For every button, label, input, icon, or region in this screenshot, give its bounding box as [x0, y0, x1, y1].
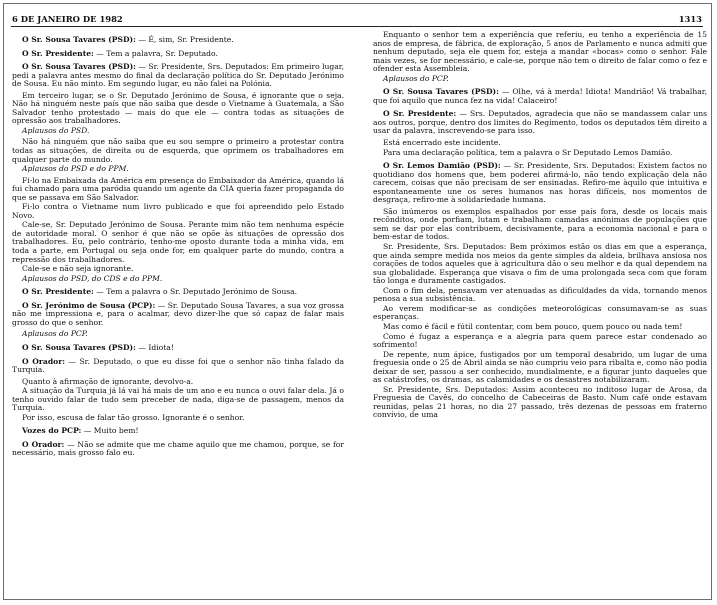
- page-header: [12, 13, 702, 24]
- right-column: [373, 31, 707, 599]
- speaker-name: O Sr. Presidente:: [383, 109, 457, 119]
- speaker-name: O Orador:: [22, 356, 65, 366]
- body-paragraph: De repente, num ápice, fustigados por um temporal desabrido, um lugar de uma freguesia onde o 25 de Abril ainda se não cumpriu veio para ribalta e, como não podia deixar de ser, passou a ser conhecido, mundialmente, e a figurar junto daqueles que as catástrofes, os dramas, as calamidades e os desastres notabilizaram.: [373, 349, 707, 385]
- speech-paragraph: [12, 358, 344, 375]
- header-date: 6 DE JANEIRO DE 1982: [12, 14, 123, 25]
- body-paragraph: Sr. Presidente, Srs. Deputados: Assim aconteceu no inditoso lugar de Arosa, da Freguesia de Cavês, do concelho de Cabeceiras de Basto. Num café onde estavam reunidas, pelas 21 horas, no dia 27 passado, três dezenas de pessoas em fraterno convívio, de uma: [373, 384, 707, 420]
- body-paragraph: Em terceiro lugar, se o Sr. Deputado Jerónimo de Sousa, é ignorante que o seja. Não há ninguém neste país que não saiba que desde o Vietname à Guatemala, a São Salvador tenho protestado — mais do que ele — contra todas as situações de opressão aos trabalhadores.: [12, 90, 344, 126]
- speech-text: — Srs. Deputados, agradecia que não se mandassem calar uns aos outros, porque, dentro dos limites do Regimento, todos os deputados têm direito a usar da palavra, inscrevendo-se para isso.: [373, 109, 707, 136]
- body-paragraph: Com o fim dela, pensavam ver atenuadas as dificuldades da vida, tornando menos penosa a sua subsistência.: [373, 285, 707, 304]
- speaker-name: O Sr. Lemos Damião (PSD):: [383, 161, 501, 171]
- speech-text: — Não se admite que me chame aquilo que me chamou, porque, se for necessário, mais grosso falo eu.: [12, 439, 344, 458]
- speech-paragraph: [12, 36, 344, 45]
- speech-paragraph: [12, 427, 344, 436]
- speech-paragraph: [12, 344, 344, 353]
- speech-text: — É, sim, Sr. Presidente.: [135, 35, 234, 44]
- speech-paragraph: [12, 63, 344, 89]
- applause-note: Aplausos do PSD, do CDS e do PPM.: [22, 273, 163, 283]
- applause-note: Aplausos do PSD e do PPM.: [22, 164, 129, 174]
- speaker-name: O Sr. Sousa Tavares (PSD):: [22, 62, 136, 72]
- body-paragraph: Ao verem modificar-se as condições meteorológicas consumavam-se as suas esperanças.: [373, 303, 707, 322]
- document-page: [3, 3, 712, 600]
- applause-note: Aplausos do PSD.: [22, 125, 90, 135]
- speech-text: — Tem a palavra o Sr. Deputado Jerónimo de Sousa.: [93, 287, 298, 297]
- speaker-name: O Sr. Presidente:: [22, 287, 94, 297]
- speech-paragraph: [12, 50, 344, 59]
- applause-note: Aplausos do PCP.: [22, 329, 88, 339]
- speaker-name: O Orador:: [22, 439, 65, 449]
- body-paragraph: A situação da Turquia já lá vai há mais de um ano e eu nunca o ouvi falar dela. Já o tenho ouvido falar de tudo sem preceber de nada, diga-se de passagem, menos da Turquia.: [12, 386, 344, 413]
- body-paragraph: Cale-se e não seja ignorante.: [22, 264, 134, 274]
- body-paragraph: Por isso, escusa de falar tão grosso. Ignorante é o senhor.: [22, 412, 245, 422]
- speech-paragraph: [12, 288, 344, 297]
- speaker-name: O Sr. Sousa Tavares (PSD):: [22, 35, 136, 44]
- body-paragraph: Como é fugaz a esperança e a alegria para quem parece estar condenado ao sofrimento!: [373, 331, 707, 350]
- speaker-name: O Sr. Presidente:: [22, 48, 94, 58]
- body-paragraph: Para uma declaração política, tem a palavra o Sr Deputado Lemos Damião.: [383, 147, 673, 157]
- body-paragraph: Cale-se, Sr. Deputado Jerónimo de Sousa. Perante mim não tem nenhuma espécie de autoridade moral. O senhor é que não se opõe às situações de opressão dos trabalhadores. Eu, pelo contrário, tenho-me oposto durante toda a minha vida, em toda a parte, em Portugal ou seja onde for, em qualquer parte do mundo, contra a repressão dos trabalhadores.: [12, 220, 344, 264]
- speech-paragraph: [373, 162, 707, 205]
- speech-text: — Sr. Deputado Sousa Tavares, a sua voz grossa não me impressiona e, para o acalmar, devo dizer-lhe que só capaz de falar mais grosso do que o senhor.: [12, 300, 344, 327]
- body-paragraph: São inúmeros os exemplos espalhados por esse país fora, desde os locais mais recônditos, onde porfiam, lutam e trabalham camadas anónimas de populações que sem se dar por elas contribuem, decisivamente, para a economia nacional e para o bem-estar de todos.: [373, 206, 707, 242]
- speaker-name: Vozes do PCP:: [22, 426, 82, 436]
- body-paragraph: Quanto à afirmação de ignorante, devolvo-a.: [22, 376, 194, 386]
- body-paragraph: Está encerrado este incidente.: [383, 138, 501, 148]
- body-paragraph: Mas como é fácil e fútil contentar, com bem pouco, quem pouco ou nada tem!: [383, 321, 683, 331]
- speech-text: — Sr. Deputado, o que eu disse foi que o senhor não tinha falado da Turquia.: [12, 356, 344, 375]
- speaker-name: O Sr. Jerónimo de Sousa (PCP):: [22, 300, 156, 310]
- body-paragraph: Fi-lo contra o Vietname num livro publicado e que foi apreendido pelo Estado Novo.: [12, 202, 344, 220]
- speech-text: — Tem a palavra, Sr. Deputado.: [93, 48, 218, 58]
- body-paragraph: Fi-lo na Embaixada da América em presença do Embaixador da América, quando lá fui chamado para uma paródia quando um agente da CIA queria fazer propaganda do que se passava em São Salvador.: [12, 175, 344, 202]
- speech-text: — Olhe, vá à merda! Idiota! Mandrião! Vá trabalhar, que foi aquilo que nunca fez na vida! Calaceiro!: [373, 87, 707, 105]
- left-column: [12, 31, 344, 599]
- body-paragraph: Não há ninguém que não saiba que eu sou sempre o primeiro a protestar contra todas as situações, de direita ou de esquerda, que oprimem os trabalhadores em qualquer parte do mundo.: [12, 137, 344, 164]
- speech-paragraph: [12, 441, 344, 458]
- speech-paragraph: [12, 302, 344, 328]
- speaker-name: O Sr. Sousa Tavares (PSD):: [383, 87, 499, 97]
- header-rule: [11, 26, 703, 27]
- speaker-name: O Sr. Sousa Tavares (PSD):: [22, 342, 136, 352]
- speech-text: — Sr. Presidente, Srs. Deputados: Em primeiro lugar, pedi a palavra antes mesmo do final da declaração política do Sr. Deputado Jerónimo de Sousa. Eu não minto. Em segundo lugar, eu não falei na Polónia.: [12, 62, 344, 89]
- speech-paragraph: [373, 110, 707, 136]
- speech-paragraph: [373, 88, 707, 105]
- applause-note: Aplausos do PCP.: [383, 73, 449, 83]
- speech-text: — Sr. Presidente, Srs. Deputados: Existem factos no quotidiano dos homens que, bem poderei afirmá-lo, não tendo explicação dela não carecem, coisas que não precisam de ser ensinadas. Refiro-me àquilo que intuitiva e espontaneamente une os seres humanos nas horas difíceis, nos momentos de desgraça, refiro-me à solidariedade humana.: [373, 161, 707, 205]
- page-number: 1313: [678, 14, 702, 25]
- body-paragraph: Sr. Presidente, Srs. Deputados: Bem próximos estão os dias em que a esperança, que ainda sempre medida nos meios da gente simples da aldeia, brilhava ansiosa nos corações de todos aqueles que à agricultura dão o seu melhor e da qual dependem na sua globalidade. Esperança que visava o fim de uma prolongada seca com que foram tão longa e duramente castigados.: [373, 242, 707, 286]
- speech-text: — Idiota!: [135, 342, 174, 352]
- speech-text: — Muito bem!: [81, 426, 139, 436]
- body-paragraph: Enquanto o senhor tem a experiência que referiu, eu tenho a experiência de 15 anos de empresa, de fábrica, de exploração, 5 anos de Parlamento e nunca admiti que nenhum deputado, seja ele quem for, esteja a mandar «bocas» como o senhor. Fale mais vezes, se for necessário, e cale-se, porque não tem o direito de falar como o fez e ofender esta Assembleia.: [373, 31, 707, 74]
